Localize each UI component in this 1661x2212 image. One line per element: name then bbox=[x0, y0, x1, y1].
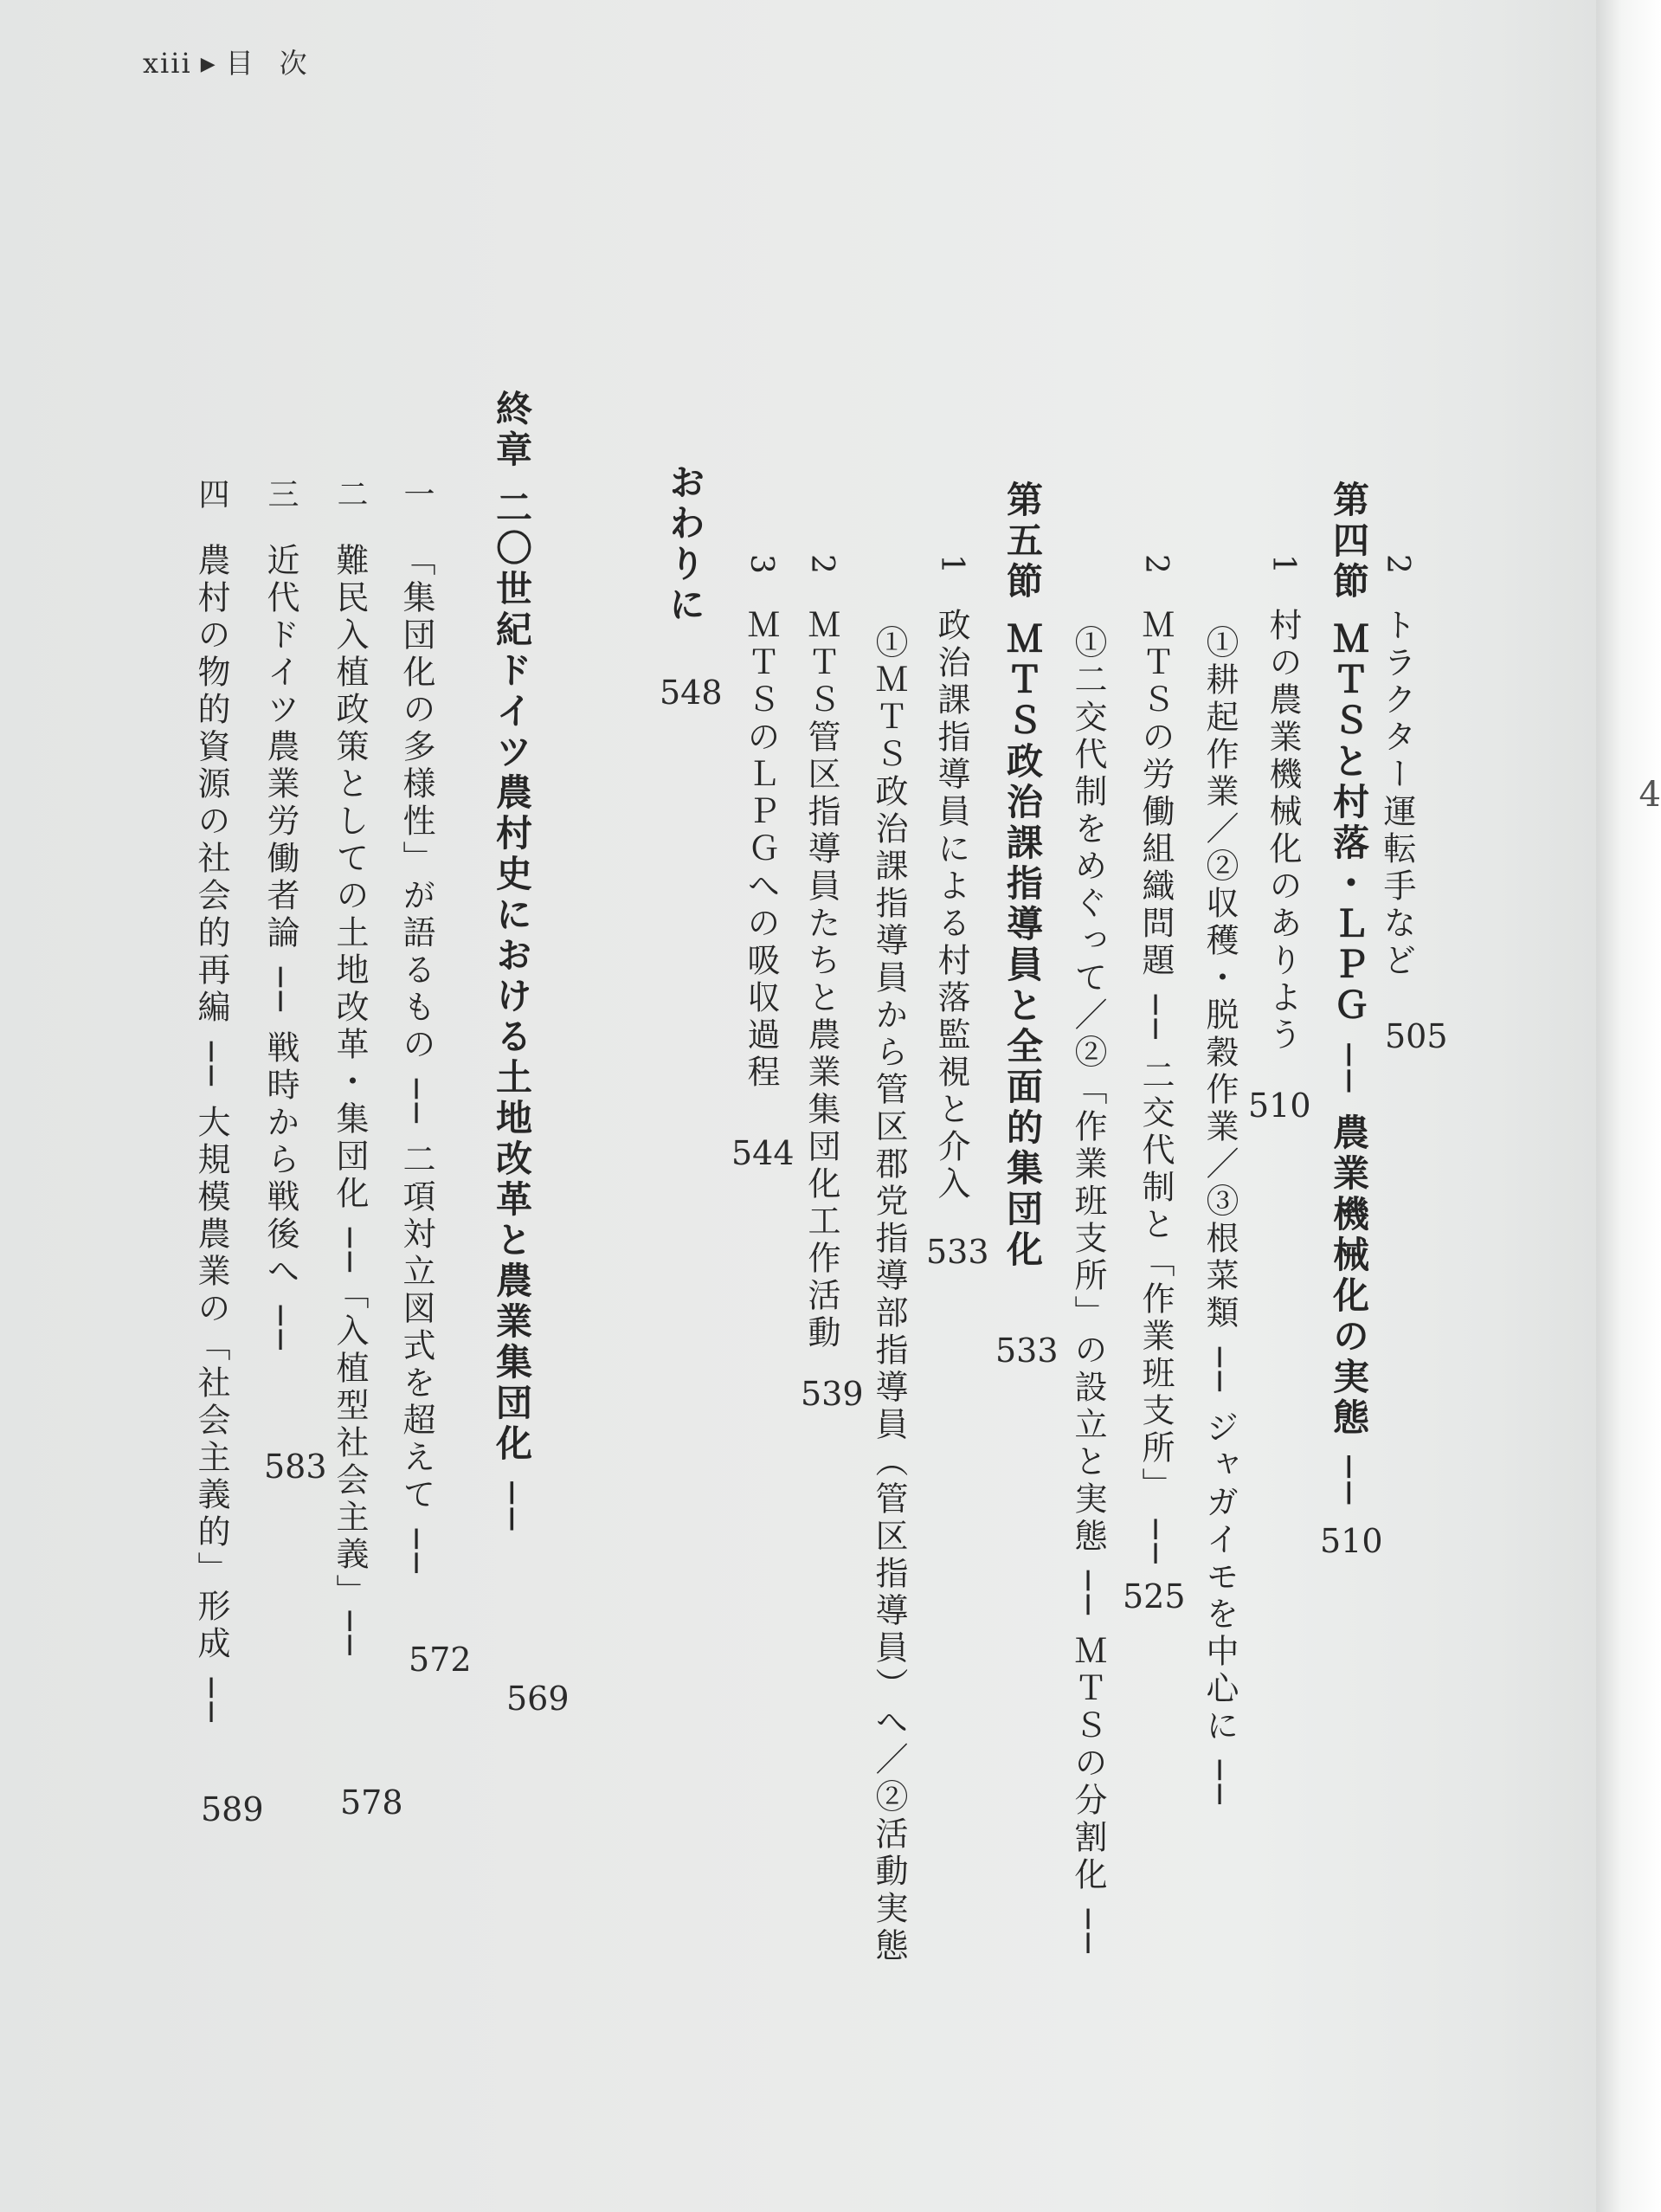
toc-entry bbox=[331, 478, 369, 1660]
toc-entry bbox=[1069, 625, 1107, 1957]
entry-page: 510 bbox=[1320, 1522, 1383, 1560]
entry-text: 村の農業機械化のありよう bbox=[1264, 607, 1302, 1054]
entry-text: 近代ドイツ農業労働者論 ── 戦時から戦後へ ── bbox=[261, 543, 299, 1354]
entry-page: 569 bbox=[506, 1680, 570, 1718]
entry-text: 難民入植政策としての土地改革・集団化 ──「入植型社会主義」── bbox=[331, 543, 369, 1660]
toc-entry bbox=[1378, 554, 1416, 980]
entry-page: 525 bbox=[1123, 1577, 1186, 1615]
entry-number: 二 bbox=[332, 478, 368, 513]
toc-entry bbox=[397, 478, 435, 1577]
entry-text: ＭＴＳと村落・ＬＰＧ ── 農業機械化の実態 ── bbox=[1328, 620, 1370, 1509]
toc-entry bbox=[1001, 480, 1044, 1271]
entry-number: 三 bbox=[263, 478, 299, 513]
toc-entry bbox=[1136, 554, 1175, 1568]
entry-page: 533 bbox=[995, 1332, 1059, 1370]
entry-page: 578 bbox=[340, 1783, 403, 1822]
entry-number: 2 bbox=[1380, 554, 1415, 578]
toc-entry bbox=[742, 554, 780, 1092]
toc-entry bbox=[1264, 554, 1302, 1054]
entry-text: ①耕起作業／②収穫・脱穀作業／③根菜類 ── ジャガイモを中心に ── bbox=[1201, 625, 1239, 1809]
entry-number: 2 bbox=[804, 554, 840, 578]
entry-text: おわりに bbox=[664, 463, 706, 626]
entry-number: 3 bbox=[744, 554, 779, 578]
entry-number: 1 bbox=[934, 554, 969, 578]
entry-page: 548 bbox=[660, 674, 723, 712]
entry-text: ＭＴＳ管区指導員たちと農業集団化工作活動 bbox=[802, 607, 840, 1352]
entry-text: 農村の物的資源の社会的再編 ── 大規模農業の「社会主義的」形成 ── bbox=[192, 543, 230, 1726]
entry-number: 一 bbox=[399, 478, 435, 513]
entry-number: 第五節 bbox=[1001, 480, 1044, 603]
entry-number: 第四節 bbox=[1328, 480, 1370, 603]
entry-text: ①二交代制をめぐって／②「作業班支所」の設立と実態 ── ＭＴＳの分割化 ── bbox=[1069, 625, 1107, 1957]
toc-entry bbox=[802, 554, 840, 1352]
entry-text: 「集団化の多様性」が語るもの ── 二項対立図式を超えて ── bbox=[397, 543, 435, 1577]
entry-page: 533 bbox=[926, 1233, 989, 1271]
entry-text: ①ＭＴＳ政治課指導員から管区郡党指導部指導員（管区指導員）へ／②活動実態 bbox=[870, 625, 908, 1965]
entry-text: ＭＴＳ政治課指導員と全面的集団化 bbox=[1001, 620, 1044, 1271]
toc-entry bbox=[1201, 625, 1239, 1809]
entry-page: 572 bbox=[409, 1641, 472, 1679]
header-title: 目次 bbox=[225, 47, 333, 80]
entry-text: トラクター運転手など bbox=[1378, 607, 1416, 980]
entry-text: ＭＴＳのＬＰＧへの吸収過程 bbox=[742, 607, 780, 1092]
entry-page: 583 bbox=[264, 1448, 327, 1486]
entry-text: 政治課指導員による村落監視と介入 bbox=[932, 607, 970, 1203]
toc-entry bbox=[932, 554, 970, 1203]
triangle-icon: ▶ bbox=[200, 54, 217, 75]
entry-number: 四 bbox=[194, 478, 229, 513]
toc-entry bbox=[261, 478, 299, 1354]
toc-entry bbox=[664, 463, 706, 626]
header-page-number: xiii bbox=[143, 47, 192, 80]
entry-page: 544 bbox=[731, 1134, 795, 1172]
entry-text: 二〇世紀ドイツ農村史における土地改革と農業集団化 ── bbox=[491, 488, 533, 1535]
entry-page: 539 bbox=[801, 1375, 864, 1413]
entry-page: 510 bbox=[1248, 1087, 1311, 1125]
toc-entry bbox=[870, 625, 908, 1965]
edge-mark: 4 bbox=[1638, 775, 1661, 815]
entry-number: 1 bbox=[1265, 554, 1301, 578]
toc-entry bbox=[491, 390, 533, 1535]
entry-number: 2 bbox=[1138, 554, 1174, 578]
entry-text: ＭＴＳの労働組織問題 ── 二交代制と「作業班支所」 ── bbox=[1136, 607, 1175, 1568]
entry-page: 589 bbox=[201, 1790, 264, 1828]
toc-entry bbox=[192, 478, 230, 1726]
entry-page: 505 bbox=[1385, 1017, 1448, 1055]
entry-number: 終章 bbox=[491, 390, 533, 471]
toc-entry bbox=[1328, 480, 1370, 1509]
